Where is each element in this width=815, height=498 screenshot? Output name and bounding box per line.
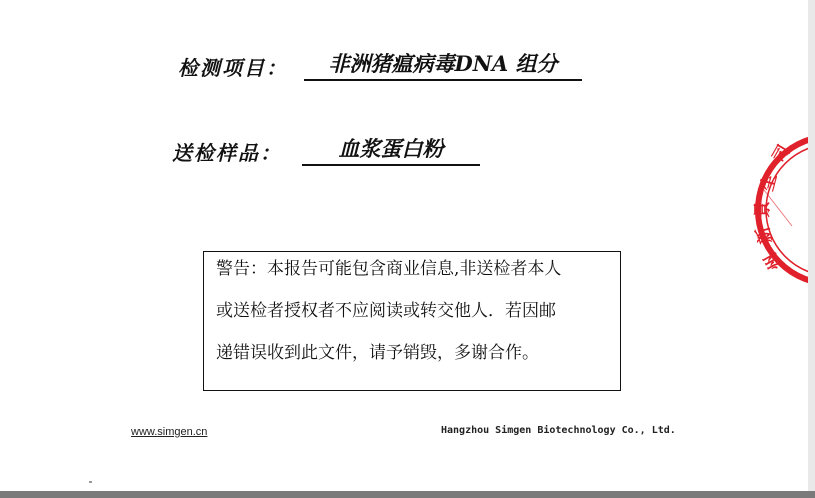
warning-line: 或送检者授权者不应阅读或转交他人．若因邮 [216,301,556,321]
scan-speck [89,481,92,483]
test-item-label: 检测项目： [178,56,288,80]
sample-label: 送检样品： [172,141,282,165]
website-link[interactable]: www.simgen.cn [131,426,208,438]
sample-row [172,133,480,166]
svg-text:生: 生 [757,171,782,194]
sample-value: 血浆蛋白粉 [302,133,480,166]
warning-line: 警告：本报告可能包含商业信息,非送检者本人 [216,259,562,279]
company-seal-stamp [752,130,815,290]
warning-line: 递错误收到此文件，请予销毁，多谢合作。 [216,343,539,363]
svg-text:州: 州 [760,248,787,274]
test-item-value: 非洲猪瘟病毒DNA 组分 [304,48,582,81]
test-item-row [178,48,582,81]
svg-text:景: 景 [753,201,773,218]
warning-notice [203,251,621,391]
page-edge-right [808,0,815,491]
svg-text:司: 司 [769,141,795,167]
company-name: Hangzhou Simgen Biotechnology Co., Ltd. [441,425,676,436]
page-edge-bottom [0,491,815,498]
svg-text:新: 新 [753,224,777,246]
